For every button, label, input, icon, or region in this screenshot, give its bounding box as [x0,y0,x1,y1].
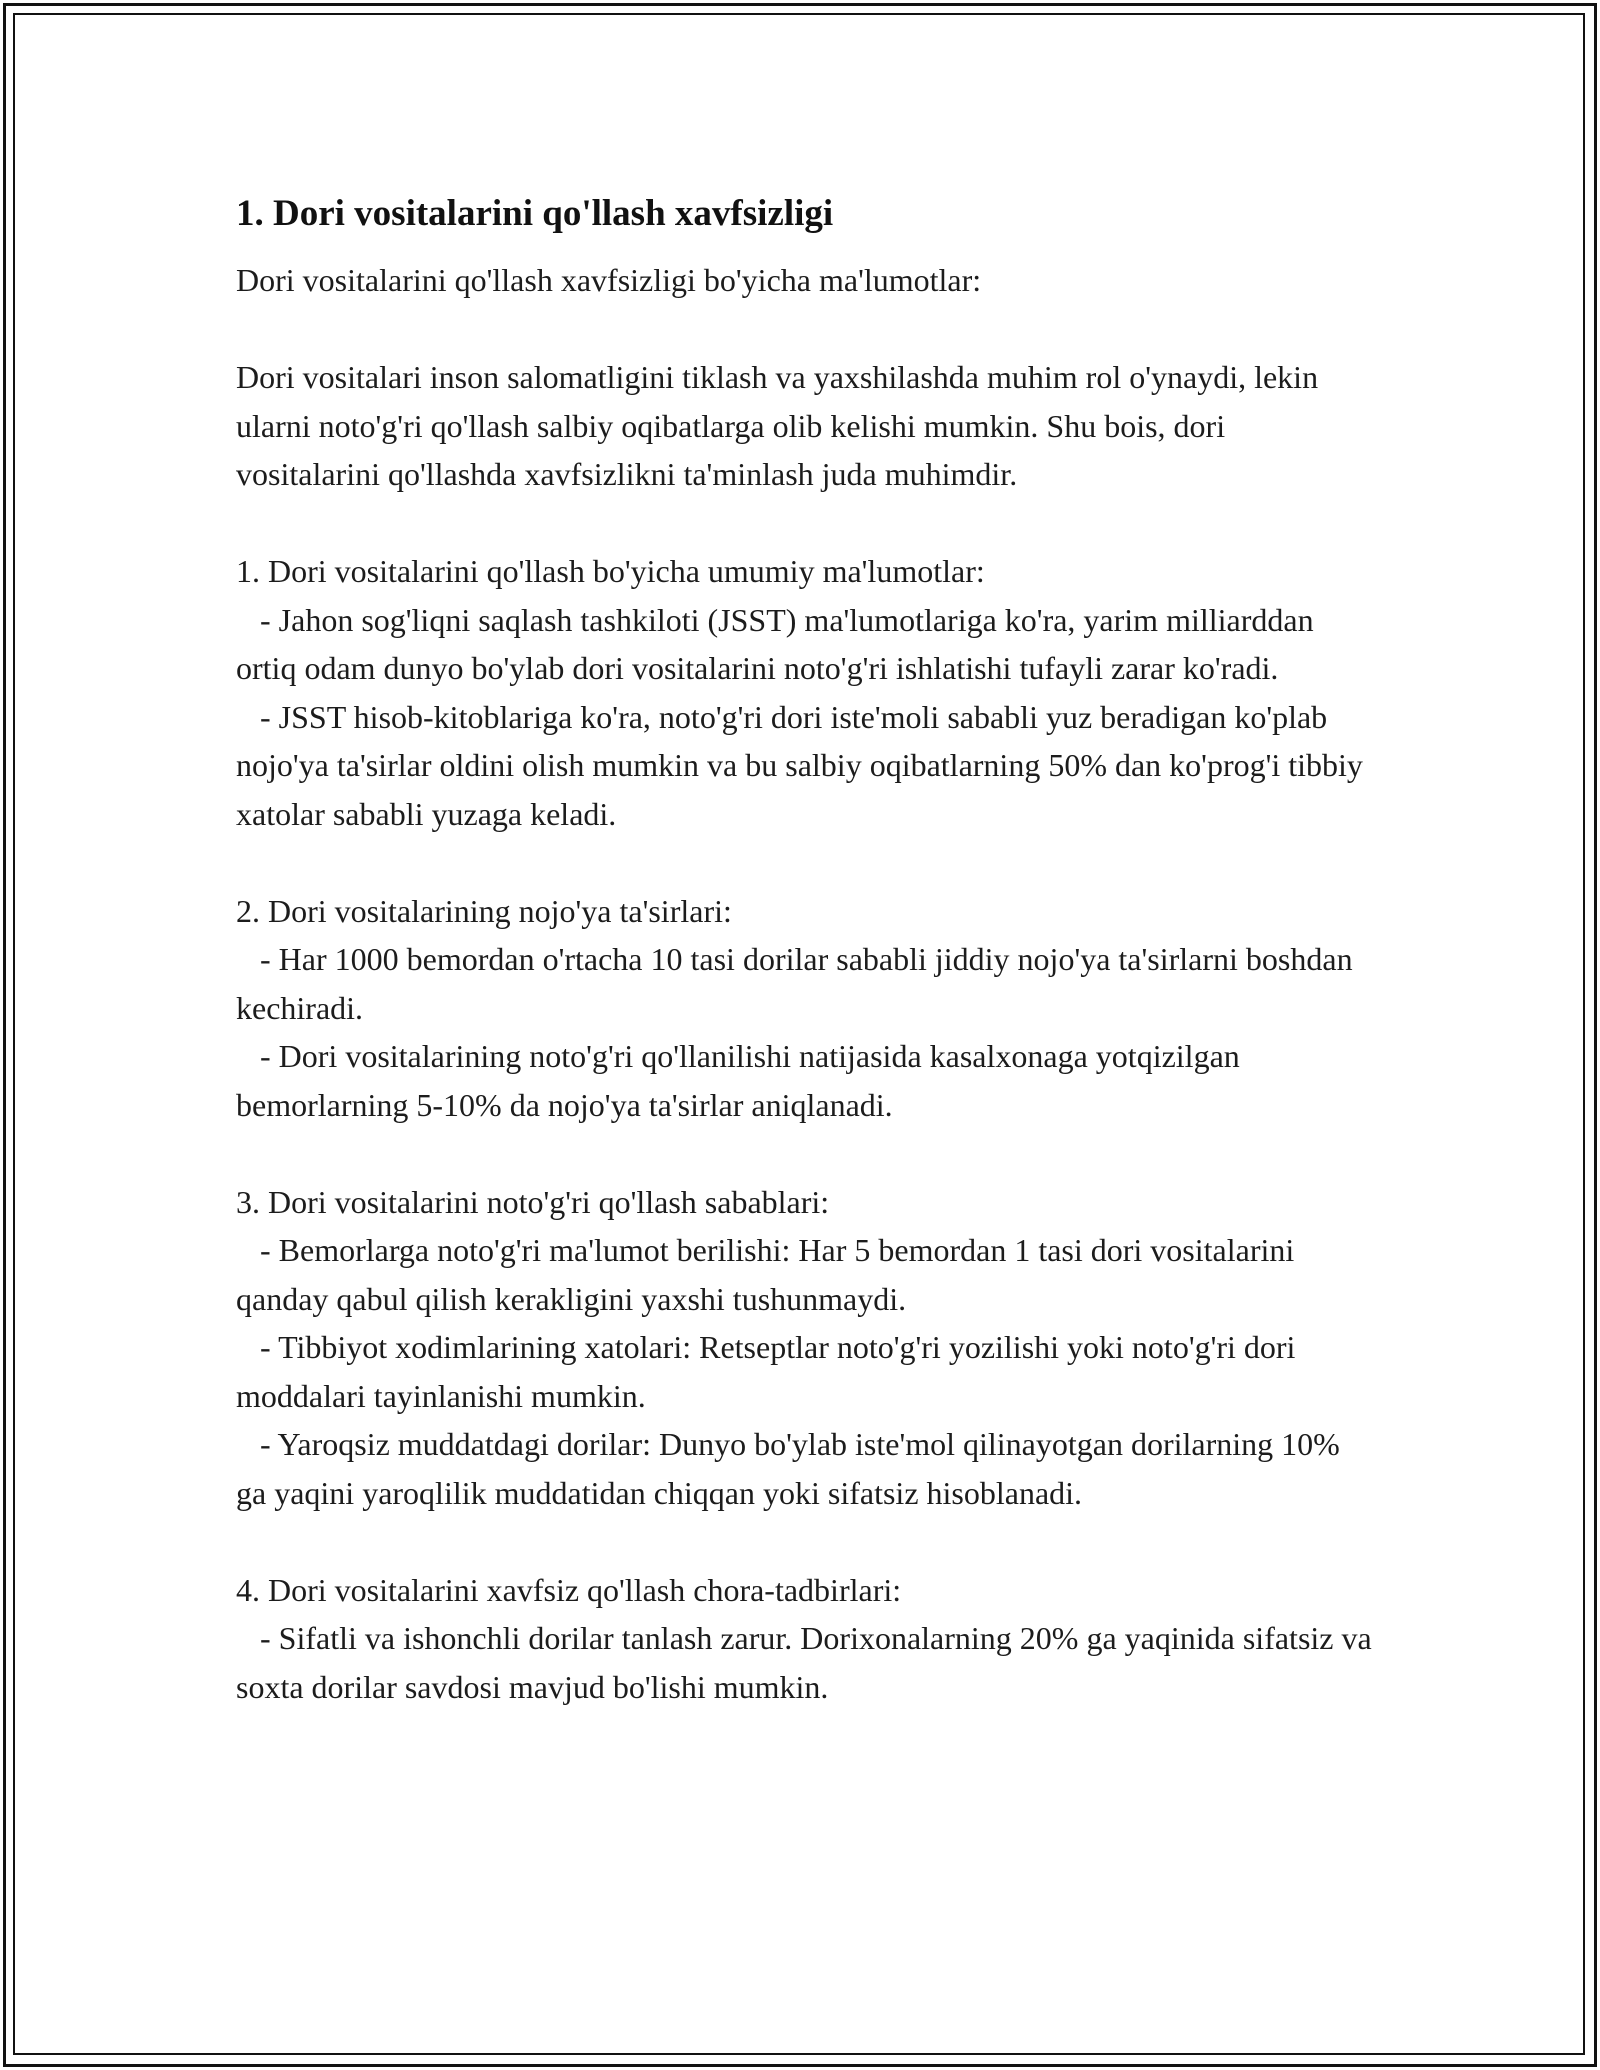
section-heading: 4. Dori vositalarini xavfsiz qo'llash chora-tadbirlari: [236,1571,902,1608]
section-bullet: - Bemorlarga noto'g'ri ma'lumot berilishi: Har 5 bemordan 1 tasi dori vositalarini qanday qabul qilish kerakligini yaxshi tushunmaydi. [236,1232,1303,1317]
document-title: 1. Dori vositalarini qo'llash xavfsizligi [236,193,834,234]
section-heading: 3. Dori vositalarini noto'g'ri qo'llash sabablari: [236,1183,830,1220]
section-bullet: - Sifatli va ishonchli dorilar tanlash zarur. Dorixonalarning 20% ga yaqinida sifatsiz va soxta dorilar savdosi mavjud bo'lishi mumkin. [236,1620,1380,1705]
section-general-info [236,547,1376,838]
section-misuse-causes [236,1178,1376,1518]
section-bullet: - Dori vositalarining noto'g'ri qo'llanilishi natijasida kasalxonaga yotqizilgan bemorlarning 5-10% da nojo'ya ta'sirlar aniqlanadi. [236,1038,1248,1123]
section-heading: 1. Dori vositalarini qo'llash bo'yicha umumiy ma'lumotlar: [236,553,985,589]
overview-paragraph: Dori vositalari inson salomatligini tiklash va yaxshilashda muhim rol o'ynaydi, lekin ularni noto'g'ri qo'llash salbiy oqibatlarga olib kelishi mumkin. Shu bois, dori vositalarini qo'llashda xavfsizlikni ta'minlash juda muhimdir. [236,359,1327,492]
section-bullet: - JSST hisob-kitoblariga ko'ra, noto'g'ri dori iste'moli sababli yuz beradigan ko'plab nojo'ya ta'sirlar oldini olish mumkin va bu salbiy oqibatlarning 50% dan ko'prog'i tibbiy xatolar sababli yuzaga keladi. [236,698,1371,832]
spacer [236,1517,1376,1566]
section-side-effects [236,887,1376,1130]
section-heading: 2. Dori vositalarining nojo'ya ta'sirlari: [236,892,732,929]
spacer [236,305,1376,354]
section-bullet: - Yaroqsiz muddatdagi dorilar: Dunyo bo'ylab iste'mol qilinayotgan dorilarning 10% ga yaqini yaroqlilik muddatidan chiqqan yoki sifatsiz hisoblanadi. [236,1426,1348,1511]
intro-line: Dori vositalarini qo'llash xavfsizligi bo'yicha ma'lumotlar: [236,262,982,298]
spacer [236,1129,1376,1178]
section-bullet: - Tibbiyot xodimlarining xatolari: Retseptlar noto'g'ri yozilishi yoki noto'g'ri dori moddalari tayinlanishi mumkin. [236,1329,1304,1414]
spacer [236,838,1376,887]
document-body [236,186,1380,1711]
spacer [236,499,1376,548]
section-bullet: - Jahon sog'liqni saqlash tashkiloti (JSST) ma'lumotlariga ko'ra, yarim milliarddan ortiq odam dunyo bo'ylab dori vositalarini noto'g'ri ishlatishi tufayli zarar ko'radi. [236,601,1322,686]
section-bullet: - Har 1000 bemordan o'rtacha 10 tasi dorilar sababli jiddiy nojo'ya ta'sirlarni boshdan kechiradi. [236,941,1361,1026]
section-safety-measures [236,1566,1380,1712]
